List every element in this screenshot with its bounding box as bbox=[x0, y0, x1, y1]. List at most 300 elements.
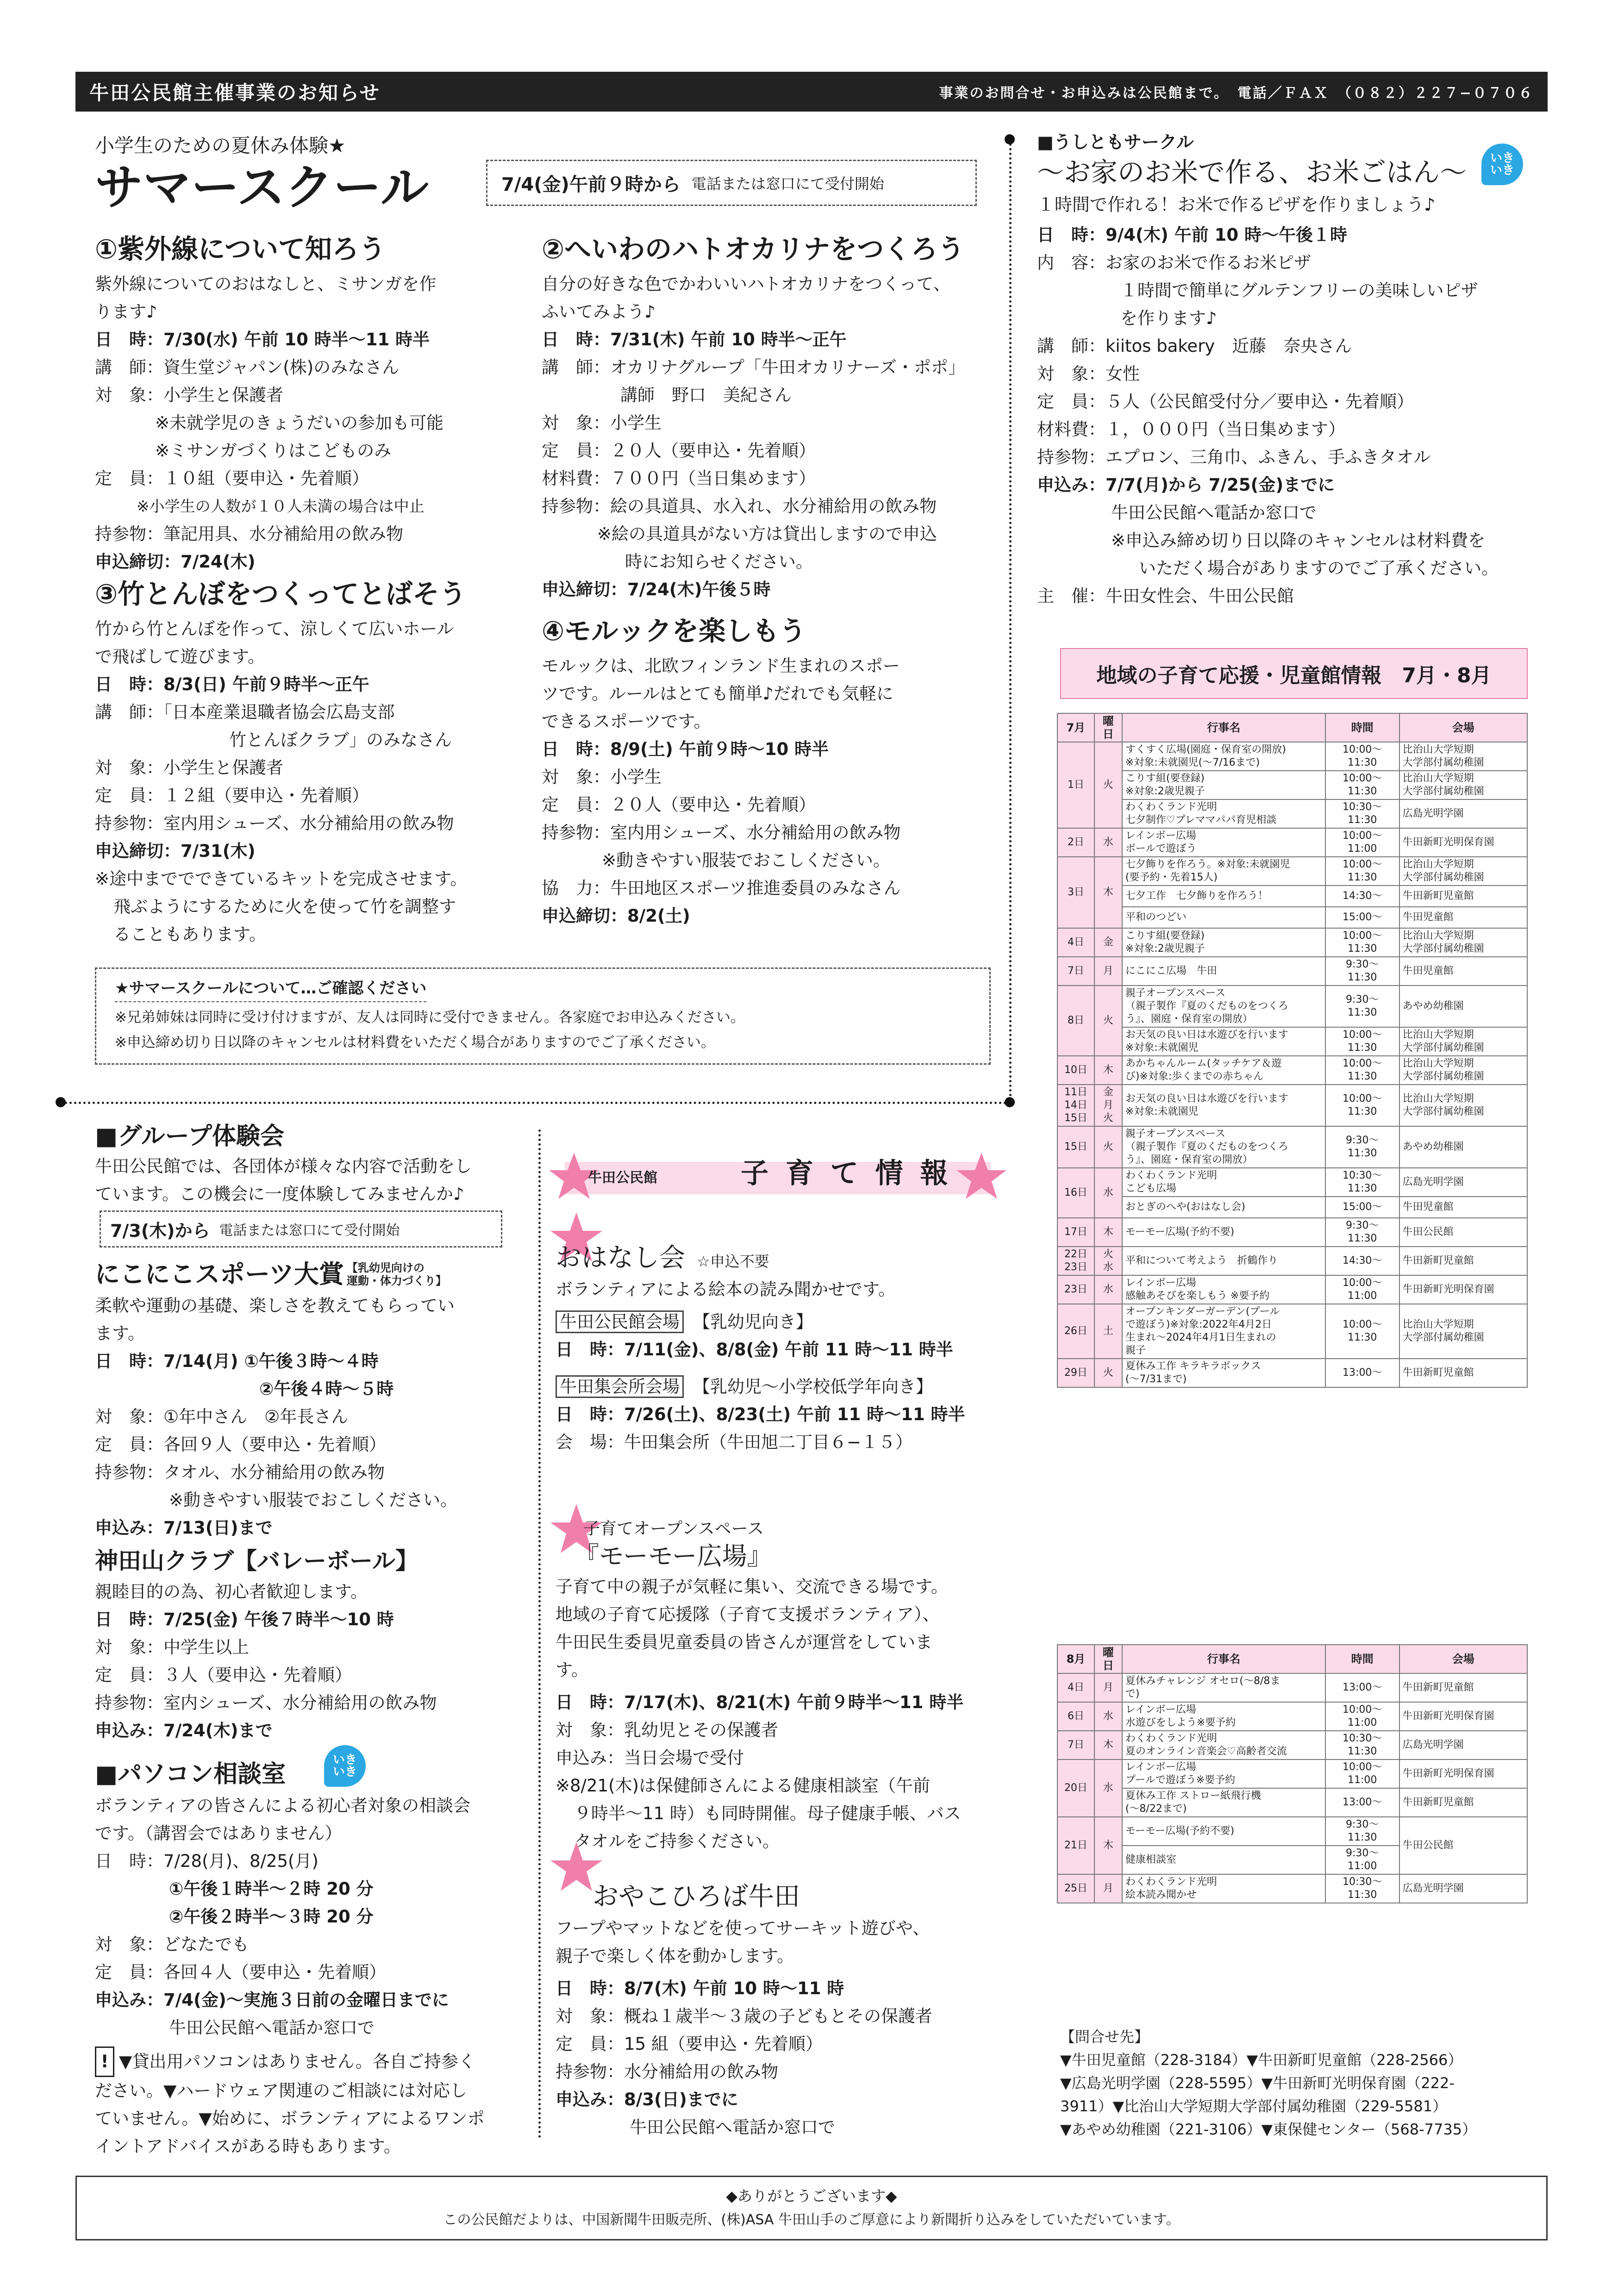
pc-note: ださい。▼ハードウェア関連のご相談には対応し bbox=[95, 2081, 467, 2101]
table-row bbox=[1057, 1673, 1527, 1702]
jidokan-title: 地域の子育て応援・児童館情報 7月・8月 bbox=[1096, 664, 1492, 687]
sports-date: ②午後４時〜５時 bbox=[259, 1379, 394, 1399]
cell-venue: 牛田公民館 bbox=[1399, 1218, 1527, 1247]
s2-target: 対 象：小学生 bbox=[542, 413, 662, 433]
s3-bring: 持参物：室内用シューズ、水分補給用の飲み物 bbox=[95, 813, 454, 833]
pc-desc: です。（講習会ではありません） bbox=[95, 1823, 342, 1843]
s3-note: ※途中まででできているキットを完成させます。 bbox=[95, 869, 468, 889]
pc-apply: 牛田公民館へ電話か窓口で bbox=[169, 2018, 375, 2038]
summer-section-2 bbox=[542, 231, 1005, 604]
table-row bbox=[1057, 1218, 1527, 1247]
s1-capacity: 定 員：１０組（要申込・先着順） bbox=[95, 468, 369, 488]
cell-event: おとぎのへや(おはなし会) bbox=[1122, 1197, 1325, 1218]
cell-time: 10:30〜 11:30 bbox=[1325, 1731, 1399, 1759]
ushitomo-content: 内 容：お家のお米で作るお米ピザ bbox=[1037, 253, 1311, 273]
cell-weekday: 木 bbox=[1094, 1731, 1122, 1759]
cell-event: 夏休みチャレンジ オセロ(〜8/8ま で) bbox=[1122, 1673, 1325, 1702]
divider-dot bbox=[56, 1097, 66, 1107]
cell-time: 10:30〜 11:30 bbox=[1325, 799, 1399, 828]
divider-horizontal bbox=[60, 1102, 1012, 1104]
sports-section bbox=[95, 1257, 535, 1542]
group-heading: ■グループ体験会 bbox=[95, 1123, 284, 1150]
summer-notice bbox=[486, 160, 977, 206]
cell-time: 14:30〜 bbox=[1325, 1247, 1399, 1275]
cell-venue: 牛田新町光明保育園 bbox=[1399, 828, 1527, 857]
cell-day: 22日 23日 bbox=[1057, 1247, 1094, 1275]
oyako-section bbox=[556, 1879, 1000, 2141]
kosodate-banner-small: 牛田公民館 bbox=[588, 1170, 657, 1186]
sports-bring: 持参物：タオル、水分補給用の飲み物 bbox=[95, 1462, 385, 1482]
warning-icon: ! bbox=[95, 2046, 114, 2077]
cell-event: レインボー広場 ボールで遊ぼう bbox=[1122, 828, 1325, 857]
kandayama-title: 神田山クラブ【バレーボール】 bbox=[95, 1547, 418, 1574]
cell-event: 親子オープンスペース （親子製作『夏のくだものをつくろ う』、園庭・保育室の開放） bbox=[1122, 1126, 1325, 1168]
cell-day: 29日 bbox=[1057, 1359, 1094, 1387]
cell-time: 13:00〜 bbox=[1325, 1673, 1399, 1702]
kandayama-section bbox=[95, 1544, 535, 1745]
ohanashi-note: ☆申込不要 bbox=[697, 1253, 769, 1270]
s4-note: ※動きやすい服装でおこしください。 bbox=[602, 850, 891, 870]
oyako-desc: フープやマットなどを使ってサーキット遊びや、 bbox=[556, 1918, 930, 1938]
ohanashi-place: 会 場：牛田集会所（牛田旭二丁目６−１５） bbox=[556, 1432, 913, 1452]
s2-date: 日 時：7/31(木) 午前 10 時半〜正午 bbox=[542, 330, 847, 349]
s3-desc: で飛ばして遊びます。 bbox=[95, 647, 265, 667]
pc-note: ていません。▼始めに、ボランティアによるワンポ bbox=[95, 2109, 485, 2128]
cell-event: こりす組(要登録) ※対象:2歳児親子 bbox=[1122, 771, 1325, 799]
table-row bbox=[1057, 799, 1527, 828]
cell-day: 4日 bbox=[1057, 1673, 1094, 1702]
cell-time: 9:30〜 11:30 bbox=[1325, 1218, 1399, 1247]
ushitomo-date: 日 時：9/4(木) 午前 10 時〜午後１時 bbox=[1037, 225, 1347, 245]
summer-subtitle: 小学生のための夏休み体験★ bbox=[95, 134, 346, 157]
s2-bring: 持参物：絵の具道具、水入れ、水分補給用の飲み物 bbox=[542, 496, 937, 516]
cell-event: 平和について考えよう 折鶴作り bbox=[1122, 1247, 1325, 1275]
s2-title: ②へいわのハトオカリナをつくろう bbox=[542, 233, 965, 265]
pc-note: ▼貸出用パソコンはありません。各自ご持参く bbox=[119, 2052, 475, 2071]
header-time: 時間 bbox=[1325, 1645, 1399, 1673]
s1-lecturer: 講 師：資生堂ジャパン(株)のみなさん bbox=[95, 357, 400, 377]
s4-coop: 協 力：牛田地区スポーツ推進委員のみなさん bbox=[542, 878, 901, 898]
cell-day: 23日 bbox=[1057, 1275, 1094, 1304]
pc-date: ①午後１時半〜２時 20 分 bbox=[169, 1879, 374, 1899]
s4-desc: モルックは、北欧フィンランド生まれのスポー bbox=[542, 656, 900, 676]
momo-desc: 子育て中の親子が気軽に集い、交流できる場です。 bbox=[556, 1577, 949, 1597]
momo-note: ※8/21(木)は保健師さんによる健康相談室（午前 bbox=[556, 1776, 930, 1796]
cell-venue: 牛田児童館 bbox=[1399, 907, 1527, 928]
cell-venue: 牛田新町児童館 bbox=[1399, 1359, 1527, 1387]
header-weekday: 曜日 bbox=[1094, 1645, 1122, 1673]
cell-day: 26日 bbox=[1057, 1304, 1094, 1359]
table-row bbox=[1057, 1168, 1527, 1197]
cell-weekday: 月 bbox=[1094, 957, 1122, 986]
momo-small: 子育てオープンスペース bbox=[583, 1519, 764, 1538]
summer-confirm-box bbox=[95, 967, 991, 1065]
cell-time: 13:00〜 bbox=[1325, 1359, 1399, 1387]
table-row bbox=[1057, 857, 1527, 886]
group-notice bbox=[100, 1210, 502, 1248]
contacts-line: ▼広島光明学園（228-5595）▼牛田新町光明保育園（222- bbox=[1060, 2074, 1455, 2092]
oyako-target: 対 象：概ね１歳半〜３歳の子どもとその保護者 bbox=[556, 2006, 932, 2026]
header-venue: 会場 bbox=[1399, 1645, 1527, 1673]
sports-tag: 【乳幼児向けの 運動・体力づくり】 bbox=[346, 1261, 447, 1287]
cell-time: 10:00〜 11:00 bbox=[1325, 1759, 1399, 1788]
table-row bbox=[1057, 1197, 1527, 1218]
table-row bbox=[1057, 928, 1527, 957]
momo-desc: 地域の子育て応援隊（子育て支援ボランティア）、 bbox=[556, 1604, 940, 1624]
table-row bbox=[1057, 742, 1527, 771]
ohanashi-venue-1: 牛田公民館会場 bbox=[556, 1310, 684, 1333]
s4-bring: 持参物：室内用シューズ、水分補給用の飲み物 bbox=[542, 823, 901, 842]
ushitomo-capacity: 定 員：５人（公民館受付分／要申込・先着順） bbox=[1037, 392, 1414, 412]
summer-section-1 bbox=[95, 231, 535, 576]
summer-section-3 bbox=[95, 576, 535, 948]
cell-time: 10:00〜 11:30 bbox=[1325, 928, 1399, 957]
momo-date: 日 時：7/17(木)、8/21(木) 午前９時半〜11 時半 bbox=[556, 1692, 964, 1712]
table-row bbox=[1057, 1817, 1527, 1846]
group-section bbox=[95, 1120, 535, 1208]
s4-deadline: 申込締切：8/2(土) bbox=[542, 906, 690, 926]
cell-time: 10:00〜 11:30 bbox=[1325, 1304, 1399, 1359]
cell-day: 3日 bbox=[1057, 857, 1094, 928]
momo-title: 『モーモー広場』 bbox=[574, 1541, 772, 1571]
cell-weekday: 土 bbox=[1094, 1304, 1122, 1359]
cell-day: 1日 bbox=[1057, 742, 1094, 828]
ikiiki-badge-icon: いき いき bbox=[1481, 144, 1523, 185]
cell-venue: 牛田新町光明保育園 bbox=[1399, 1275, 1527, 1304]
table-row bbox=[1057, 1702, 1527, 1731]
s3-capacity: 定 員：１２組（要申込・先着順） bbox=[95, 786, 369, 805]
oyako-title: おやこひろば牛田 bbox=[593, 1882, 800, 1912]
cell-event: レインボー広場 感触あそびを楽しもう ※要予約 bbox=[1122, 1275, 1325, 1304]
cell-event: お天気の良い日は水遊びを行います ※対象:未就園児 bbox=[1122, 1085, 1325, 1126]
cell-weekday: 水 bbox=[1094, 828, 1122, 857]
s2-lecturer: 講師 野口 美紀さん bbox=[620, 385, 792, 405]
cell-day: 17日 bbox=[1057, 1218, 1094, 1247]
footer-box bbox=[75, 2176, 1548, 2240]
ushitomo-note: いただく場合がありますのでご了承ください。 bbox=[1139, 558, 1499, 578]
ushitomo-subtitle: １時間で作れる！お米で作るピザを作りましょう♪ bbox=[1037, 194, 1436, 215]
header-title: 牛田公民館主催事業のお知らせ bbox=[89, 81, 381, 104]
momo-desc: 牛田民生委員児童委員の皆さんが運営をしていま bbox=[556, 1632, 932, 1652]
ohanashi-venue-tag: 【乳幼児向き】 bbox=[693, 1312, 813, 1332]
cell-weekday: 木 bbox=[1094, 1218, 1122, 1247]
cell-day: 15日 bbox=[1057, 1126, 1094, 1168]
cell-venue: 比治山大学短期 大学部付属幼稚園 bbox=[1399, 1027, 1527, 1056]
cell-venue: 牛田児童館 bbox=[1399, 957, 1527, 986]
oyako-apply: 申込み：8/3(日)までに bbox=[556, 2090, 738, 2109]
cell-time: 9:30〜 11:30 bbox=[1325, 1126, 1399, 1168]
cell-event: レインボー広場 プールで遊ぼう※要予約 bbox=[1122, 1759, 1325, 1788]
kandayama-apply: 申込み：7/24(木)まで bbox=[95, 1721, 273, 1741]
table-row bbox=[1057, 828, 1527, 857]
sports-desc: ます。 bbox=[95, 1323, 145, 1343]
ushitomo-title: 〜お家のお米で作る、お米ごはん〜 bbox=[1037, 156, 1467, 188]
sports-note: ※動きやすい服装でおこしください。 bbox=[169, 1490, 458, 1510]
ushitomo-lecturer: 講 師：kiitos bakery 近藤 奈央さん bbox=[1037, 336, 1352, 356]
cell-day: 16日 bbox=[1057, 1168, 1094, 1218]
oyako-desc: 親子で楽しく体を動かします。 bbox=[556, 1946, 794, 1966]
cell-venue: 広島光明学園 bbox=[1399, 1874, 1527, 1903]
cell-venue: 牛田児童館 bbox=[1399, 1197, 1527, 1218]
header-weekday: 曜日 bbox=[1094, 713, 1122, 742]
cell-day: 20日 bbox=[1057, 1759, 1094, 1817]
cell-time: 9:30〜 11:30 bbox=[1325, 957, 1399, 986]
cell-event: あかちゃんルーム(タッチケア＆遊 び)※対象:歩くまでの赤ちゃん bbox=[1122, 1056, 1325, 1085]
momo-note: タオルをご持参ください。 bbox=[574, 1831, 780, 1851]
cell-event: 親子オープンスペース （親子製作『夏のくだものをつくろ う』、園庭・保育室の開放） bbox=[1122, 986, 1325, 1027]
table-row bbox=[1057, 907, 1527, 928]
table-row bbox=[1057, 1731, 1527, 1759]
sports-title: にこにこスポーツ大賞 bbox=[95, 1260, 344, 1289]
cell-venue: 牛田新町光明保育園 bbox=[1399, 1702, 1527, 1731]
momo-apply: 申込み：当日会場で受付 bbox=[556, 1748, 744, 1768]
s3-desc: 竹から竹とんぼを作って、涼しくて広いホール bbox=[95, 619, 454, 639]
cell-weekday: 水 bbox=[1094, 1168, 1122, 1218]
ushitomo-target: 対 象：女性 bbox=[1037, 364, 1140, 384]
kandayama-capacity: 定 員：３人（要申込・先着順） bbox=[95, 1665, 352, 1685]
ohanashi-date: 日 時：7/26(土)、8/23(土) 午前 11 時〜11 時半 bbox=[556, 1404, 965, 1424]
cell-time: 9:30〜 11:00 bbox=[1325, 1846, 1399, 1874]
s1-target: 対 象：小学生と保護者 bbox=[95, 385, 283, 405]
cell-day: 11日 14日 15日 bbox=[1057, 1085, 1094, 1126]
ikiiki-badge-icon: いき いき bbox=[324, 1745, 366, 1787]
s2-capacity: 定 員：２０人（要申込・先着順） bbox=[542, 441, 816, 461]
summer-notice-text: 電話または窓口にて受付開始 bbox=[691, 175, 884, 193]
cell-weekday: 木 bbox=[1094, 857, 1122, 928]
s3-deadline: 申込締切：7/31(木) bbox=[95, 841, 256, 861]
s1-deadline: 申込締切：7/24(木) bbox=[95, 552, 256, 572]
pc-date: ②午後２時半〜３時 20 分 bbox=[169, 1907, 374, 1927]
cell-day: 7日 bbox=[1057, 1731, 1094, 1759]
sports-date: 日 時：7/14(月) ①午後３時〜４時 bbox=[95, 1351, 379, 1371]
s2-lecturer: 講 師：オカリナグループ「牛田オカリナーズ・ポポ」 bbox=[542, 357, 966, 377]
cell-weekday: 火 bbox=[1094, 742, 1122, 828]
s1-note: ※ミサンガづくりはこどものみ bbox=[155, 441, 392, 461]
cell-time: 9:30〜 11:30 bbox=[1325, 986, 1399, 1027]
cell-time: 10:00〜 11:00 bbox=[1325, 1275, 1399, 1304]
cell-time: 10:00〜 11:30 bbox=[1325, 1027, 1399, 1056]
cell-weekday: 火 bbox=[1094, 986, 1122, 1056]
pc-section bbox=[95, 1757, 535, 2160]
jidokan-table-august bbox=[1057, 1644, 1528, 1903]
s4-target: 対 象：小学生 bbox=[542, 767, 662, 787]
s3-note: ることもあります。 bbox=[113, 924, 267, 944]
cell-weekday: 金 bbox=[1094, 928, 1122, 957]
header-bar bbox=[75, 72, 1548, 112]
table-row bbox=[1057, 771, 1527, 799]
cell-day: 21日 bbox=[1057, 1817, 1094, 1874]
ohanashi-desc: ボランティアによる絵本の読み聞かせです。 bbox=[556, 1279, 896, 1299]
cell-event: モーモー広場(予約不要) bbox=[1122, 1817, 1325, 1846]
s2-note: 時にお知らせください。 bbox=[625, 552, 813, 572]
summer-title: サマースクール bbox=[95, 159, 429, 216]
pc-capacity: 定 員：各回４人（要申込・先着順） bbox=[95, 1962, 386, 1982]
s2-note: ※絵の具道具がない方は貸出しますので申込 bbox=[597, 524, 937, 544]
s1-desc: 紫外線についてのおはなしと、ミサンガを作 bbox=[95, 274, 437, 294]
cell-event: 健康相談室 bbox=[1122, 1846, 1325, 1874]
cell-time: 10:00〜 11:30 bbox=[1325, 742, 1399, 771]
pc-desc: ボランティアの皆さんによる初心者対象の相談会 bbox=[95, 1796, 471, 1816]
kandayama-target: 対 象：中学生以上 bbox=[95, 1637, 249, 1657]
header-time: 時間 bbox=[1325, 713, 1399, 742]
cell-weekday: 木 bbox=[1094, 1817, 1122, 1874]
cell-day: 2日 bbox=[1057, 828, 1094, 857]
table-row bbox=[1057, 1085, 1527, 1126]
cell-event: 夏休み工作 ストロー紙飛行機 (〜8/22まで) bbox=[1122, 1788, 1325, 1817]
table-row bbox=[1057, 1027, 1527, 1056]
header-month: 7月 bbox=[1057, 713, 1094, 742]
contacts-line: ▼牛田児童館（228-3184）▼牛田新町児童館（228-2566） bbox=[1060, 2051, 1463, 2069]
s4-desc: できるスポーツです。 bbox=[542, 711, 711, 731]
cell-event: にこにこ広場 牛田 bbox=[1122, 957, 1325, 986]
group-intro: ています。この機会に一度体験してみませんか♪ bbox=[95, 1184, 464, 1204]
cell-day: 10日 bbox=[1057, 1056, 1094, 1085]
cell-venue: 広島光明学園 bbox=[1399, 1168, 1527, 1197]
cell-time: 9:30〜 11:30 bbox=[1325, 1817, 1399, 1846]
cell-weekday: 火 bbox=[1094, 1359, 1122, 1387]
table-row bbox=[1057, 1056, 1527, 1085]
cell-day: 25日 bbox=[1057, 1874, 1094, 1903]
header-event: 行事名 bbox=[1122, 713, 1325, 742]
cell-event: わくわくランド光明 七夕制作♡プレママパパ育児相談 bbox=[1122, 799, 1325, 828]
cell-day: 8日 bbox=[1057, 986, 1094, 1056]
cell-weekday: 水 bbox=[1094, 1759, 1122, 1817]
ushitomo-label: ■うしともサークル bbox=[1037, 132, 1194, 152]
ohanashi-venue-2: 牛田集会所会場 bbox=[556, 1375, 684, 1398]
momo-desc: す。 bbox=[556, 1660, 589, 1680]
ushitomo-content: を作ります♪ bbox=[1120, 308, 1217, 328]
cell-time: 10:30〜 11:30 bbox=[1325, 1168, 1399, 1197]
ushitomo-note: ※申込み締め切り日以降のキャンセルは材料費を bbox=[1111, 530, 1486, 550]
cell-event: オープンキンダーガーデン(プール で遊ぼう)※対象:2022年4月2日 生まれ〜2024年4月1日生まれの 親子 bbox=[1122, 1304, 1325, 1359]
oyako-apply: 牛田公民館へ電話か窓口で bbox=[630, 2117, 835, 2137]
cell-weekday: 水 bbox=[1094, 1275, 1122, 1304]
cell-venue: 牛田公民館 bbox=[1399, 1817, 1527, 1874]
sports-capacity: 定 員：各回９人（要申込・先着順） bbox=[95, 1435, 386, 1454]
oyako-date: 日 時：8/7(木) 午前 10 時〜11 時 bbox=[556, 1978, 844, 1998]
s3-note: 飛ぶようにするために火を使って竹を調整す bbox=[113, 897, 456, 917]
cell-weekday: 木 bbox=[1094, 1056, 1122, 1085]
ushitomo-host: 主 催：牛田女性会、牛田公民館 bbox=[1037, 586, 1294, 606]
ohanashi-date: 日 時：7/11(金)、8/8(金) 午前 11 時〜11 時半 bbox=[556, 1340, 953, 1360]
s3-title: ③竹とんぼをつくってとばそう bbox=[95, 578, 466, 610]
header-contact: 事業のお問合せ・お申込みは公民館まで。 電話／ＦＡＸ （０８２）２２７−０７０６ bbox=[939, 85, 1534, 101]
cell-day: 7日 bbox=[1057, 957, 1094, 986]
kandayama-date: 日 時：7/25(金) 午後７時半〜10 時 bbox=[95, 1610, 394, 1629]
s3-target: 対 象：小学生と保護者 bbox=[95, 758, 283, 778]
cell-venue: 広島光明学園 bbox=[1399, 799, 1527, 828]
kosodate-banner-title: 子 育 て 情 報 bbox=[741, 1157, 952, 1190]
sports-desc: 柔軟や運動の基礎、楽しさを教えてもらってい bbox=[95, 1296, 455, 1316]
s2-deadline: 申込締切：7/24(木)午後５時 bbox=[542, 580, 771, 599]
table-row bbox=[1057, 1275, 1527, 1304]
s1-note: ※未就学児のきょうだいの参加も可能 bbox=[155, 413, 444, 433]
contacts-line: ▼あやめ幼稚園（221-3106）▼東保健センター（568-7735） bbox=[1060, 2121, 1477, 2138]
header-venue: 会場 bbox=[1399, 713, 1527, 742]
contacts-line: 3911）▼比治山大学短期大学部付属幼稚園（229-5581） bbox=[1060, 2097, 1448, 2115]
group-notice-date: 7/3(木)から bbox=[110, 1220, 210, 1241]
cell-time: 15:00〜 bbox=[1325, 1197, 1399, 1218]
kandayama-bring: 持参物：室内シューズ、水分補給用の飲み物 bbox=[95, 1693, 437, 1713]
momo-note: ９時半〜11 時）も同時開催。母子健康手帳、バス bbox=[574, 1803, 961, 1823]
s4-title: ④モルックを楽しもう bbox=[542, 615, 806, 647]
s1-date: 日 時：7/30(水) 午前 10 時半〜11 時半 bbox=[95, 330, 430, 349]
contacts-title: 【問合せ先】 bbox=[1060, 2028, 1149, 2046]
cell-time: 10:00〜 11:00 bbox=[1325, 828, 1399, 857]
sports-apply: 申込み：7/13(日)まで bbox=[95, 1518, 273, 1538]
cell-time: 10:00〜 11:30 bbox=[1325, 1085, 1399, 1126]
table-header-row bbox=[1057, 713, 1527, 742]
table-row bbox=[1057, 1304, 1527, 1359]
ohanashi-section bbox=[556, 1241, 1000, 1456]
pc-title: ■パソコン相談室 bbox=[95, 1760, 286, 1788]
momo-target: 対 象：乳幼児とその保護者 bbox=[556, 1720, 778, 1740]
table-row bbox=[1057, 886, 1527, 907]
s2-desc: 自分の好きな色でかわいいハトオカリナをつくって、 bbox=[542, 274, 950, 294]
cell-event: 七夕工作 七夕飾りを作ろう！ bbox=[1122, 886, 1325, 907]
ushitomo-content: １時間で簡単にグルテンフリーの美味しいピザ bbox=[1120, 281, 1478, 300]
cell-time: 10:00〜 11:30 bbox=[1325, 771, 1399, 799]
cell-venue: あやめ幼稚園 bbox=[1399, 1126, 1527, 1168]
cell-event: わくわくランド光明 こども広場 bbox=[1122, 1168, 1325, 1197]
header-event: 行事名 bbox=[1122, 1645, 1325, 1673]
cell-event: 夏休み工作 キラキラボックス (〜7/31まで) bbox=[1122, 1359, 1325, 1387]
s3-lecturer: 竹とんぼクラブ」のみなさん bbox=[229, 730, 452, 750]
cell-time: 10:00〜 11:00 bbox=[1325, 1702, 1399, 1731]
cell-venue: 比治山大学短期 大学部付属幼稚園 bbox=[1399, 1304, 1527, 1359]
group-notice-text: 電話または窓口にて受付開始 bbox=[219, 1223, 400, 1239]
ushitomo-section bbox=[1037, 130, 1551, 610]
header-month: 8月 bbox=[1057, 1645, 1094, 1673]
s1-note: ※小学生の人数が１０人未満の場合は中止 bbox=[137, 497, 425, 515]
cell-venue: 比治山大学短期 大学部付属幼稚園 bbox=[1399, 1056, 1527, 1085]
table-row bbox=[1057, 986, 1527, 1027]
pc-note: イントアドバイスがある時もあります。 bbox=[95, 2136, 401, 2156]
s1-title: ①紫外線について知ろう bbox=[95, 233, 386, 265]
confirm-title: ★サマースクールについて…ご確認ください bbox=[115, 975, 426, 1002]
cell-venue: 牛田新町光明保育園 bbox=[1399, 1759, 1527, 1788]
confirm-line: ※兄弟姉妹は同時に受け付けますが、友人は同時に受付できません。各家庭でお申込みください。 bbox=[115, 1009, 745, 1026]
cell-time: 10:30〜 11:30 bbox=[1325, 1874, 1399, 1903]
ohanashi-venue-tag: 【乳幼児〜小学校低学年向き】 bbox=[693, 1377, 933, 1397]
pc-target: 対 象：どなたでも bbox=[95, 1934, 249, 1954]
ohanashi-title: おはなし会 bbox=[556, 1243, 685, 1273]
cell-weekday: 火 水 bbox=[1094, 1247, 1122, 1275]
divider-dot bbox=[1005, 1097, 1015, 1107]
table-row bbox=[1057, 1788, 1527, 1817]
cell-venue: 比治山大学短期 大学部付属幼稚園 bbox=[1399, 742, 1527, 771]
ushitomo-apply: 牛田公民館へ電話か窓口で bbox=[1111, 503, 1317, 523]
cell-time: 13:00〜 bbox=[1325, 1788, 1399, 1817]
cell-day: 6日 bbox=[1057, 1702, 1094, 1731]
s4-capacity: 定 員：２０人（要申込・先着順） bbox=[542, 795, 816, 815]
cell-venue: 比治山大学短期 大学部付属幼稚園 bbox=[1399, 1085, 1527, 1126]
cell-venue: 比治山大学短期 大学部付属幼稚園 bbox=[1399, 928, 1527, 957]
cell-weekday: 金 月 火 bbox=[1094, 1085, 1122, 1126]
cell-event: こりす組(要登録) ※対象:2歳児親子 bbox=[1122, 928, 1325, 957]
oyako-bring: 持参物：水分補給用の飲み物 bbox=[556, 2062, 778, 2082]
cell-venue: 広島光明学園 bbox=[1399, 1731, 1527, 1759]
cell-venue: 比治山大学短期 大学部付属幼稚園 bbox=[1399, 771, 1527, 799]
table-row bbox=[1057, 957, 1527, 986]
cell-event: わくわくランド光明 絵本読み聞かせ bbox=[1122, 1874, 1325, 1903]
cell-event: お天気の良い日は水遊びを行います ※対象:未就園児 bbox=[1122, 1027, 1325, 1056]
oyako-capacity: 定 員：15 組（要申込・先着順） bbox=[556, 2034, 823, 2054]
cell-time: 10:00〜 11:30 bbox=[1325, 1056, 1399, 1085]
group-intro: 牛田公民館では、各団体が様々な内容で活動をし bbox=[95, 1156, 472, 1176]
cell-venue: 牛田新町児童館 bbox=[1399, 1673, 1527, 1702]
ushitomo-fee: 材料費：１，０００円（当日集めます） bbox=[1037, 419, 1345, 439]
